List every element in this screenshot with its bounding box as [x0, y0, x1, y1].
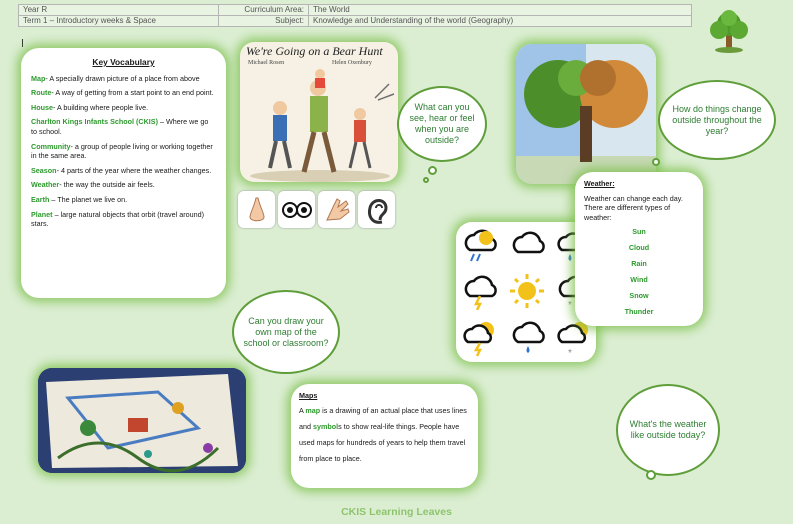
hand-icon: [318, 191, 355, 228]
vocab-item: House- A building where people live.: [31, 102, 149, 112]
weather-type: Wind: [630, 274, 648, 284]
cloud-weather-today-question: What's the weather like outside today?: [616, 384, 720, 476]
svg-text:*: *: [568, 300, 572, 310]
vocab-item: Route- A way of getting from a start point to an end point.: [31, 88, 214, 98]
maps-body: A map is a drawing of an actual place that uses lines and symbols to show real-life things. People have used maps for hundreds of years to help them travel from place to place.: [299, 406, 467, 463]
text-cursor: [22, 39, 23, 47]
vocab-item: Map- A specially drawn picture of a place from above: [31, 73, 200, 83]
weather-type: Snow: [629, 290, 649, 300]
thought-bubble-dot: [652, 158, 660, 166]
cloud-change-question: How do things change outside throughout the year?: [658, 80, 776, 160]
vocab-title: Key Vocabulary: [92, 57, 155, 67]
weather-type: Sun: [632, 226, 646, 236]
vocab-item: Planet – large natural objects that orbit (travel around) stars.: [31, 209, 204, 229]
year-cell: Year R: [19, 5, 219, 16]
sun-icon: [508, 272, 546, 310]
child-map-drawing-photo: [38, 368, 246, 473]
vocab-item: Season- 4 parts of the year where the weather changes.: [31, 165, 212, 175]
weather-types-list: [584, 227, 694, 323]
sun-thunder-icon: [460, 320, 500, 358]
rain-cloud-icon: [460, 228, 500, 264]
thunder-icon: [460, 274, 500, 310]
senses-icons: [238, 191, 395, 228]
book-author: Michael Rosen: [248, 60, 285, 66]
cloud-outside-question: What can you see, hear or feel when you are outside?: [397, 86, 487, 162]
thought-bubble-dot: [646, 470, 656, 480]
area-label: Curriculum Area:: [219, 5, 309, 16]
tree-icon: [706, 8, 752, 54]
footer-title: CKIS Learning Leaves: [341, 506, 452, 518]
seasons-tree-image: [516, 44, 656, 184]
thought-bubble-dot: [428, 166, 437, 175]
weather-type: Thunder: [624, 306, 654, 316]
vocab-item: Community- a group of people living or working together in the same area.: [31, 141, 213, 161]
subject-label: Subject:: [219, 16, 309, 27]
rain-icon: [508, 320, 548, 358]
thought-bubble-dot: [423, 177, 429, 183]
sun-snow-icon: [554, 320, 594, 358]
maps-heading: Maps: [299, 391, 318, 400]
nose-icon: [238, 191, 275, 228]
area-value: The World: [309, 5, 692, 16]
ear-icon: [358, 191, 395, 228]
weather-card: [575, 172, 703, 326]
vocab-item: Charlton Kings Infants School (CKIS) – Where we go to school.: [31, 117, 209, 136]
book-illustrator: Helen Oxenbury: [332, 60, 372, 66]
book-title: We're Going on a Bear Hunt: [246, 44, 383, 58]
vocab-item: Weather- the way the outside air feels.: [31, 180, 155, 190]
subject-value: Knowledge and Understanding of the world (Geography): [309, 16, 692, 27]
term-cell: Term 1 – Introductory weeks & Space: [19, 16, 219, 27]
family-walking-illustration: [240, 68, 398, 182]
eyes-icon: [278, 191, 315, 228]
book-cover-image: [240, 42, 398, 182]
svg-text:*: *: [568, 348, 572, 358]
cloud-draw-map-question: Can you draw your own map of the school or classroom?: [232, 290, 340, 374]
maps-card: [291, 384, 478, 488]
weather-heading: Weather:: [584, 179, 615, 188]
weather-type: Rain: [631, 258, 647, 268]
vocab-item: Earth – The planet we live on.: [31, 194, 128, 204]
weather-type: Cloud: [628, 242, 650, 252]
header-table: [18, 4, 692, 27]
key-vocabulary-card: [21, 48, 226, 298]
cloud-icon: [508, 228, 548, 258]
weather-intro: Weather can change each day. There are different types of weather:: [584, 194, 683, 222]
